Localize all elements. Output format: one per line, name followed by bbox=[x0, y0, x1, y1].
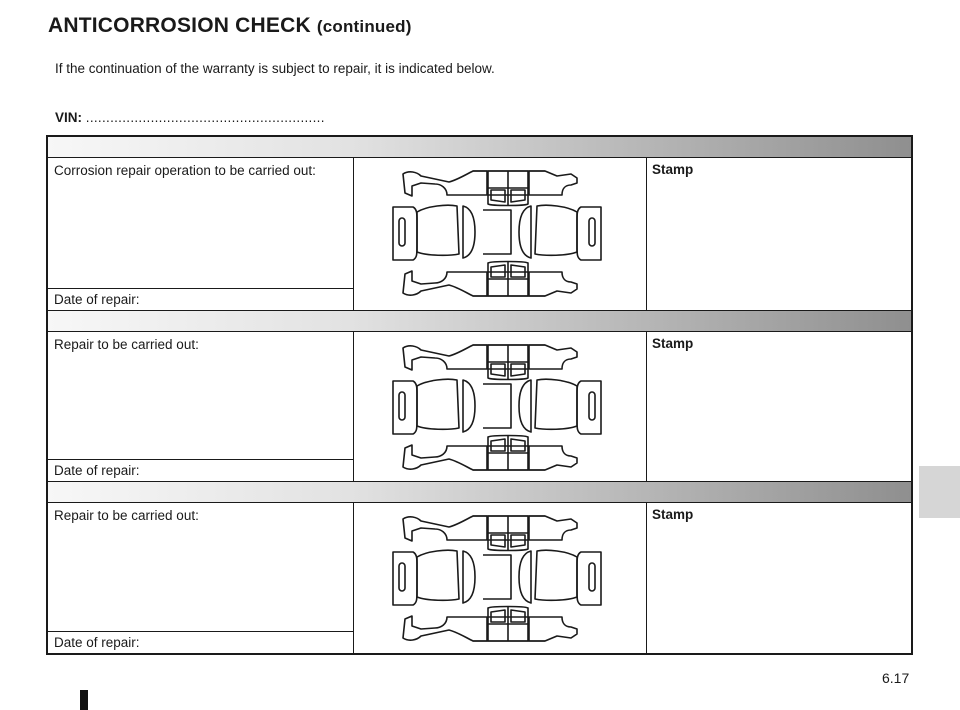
repair-details bbox=[48, 158, 354, 310]
stamp-label: Stamp bbox=[652, 507, 694, 522]
page-title bbox=[48, 14, 412, 38]
vin-line bbox=[55, 110, 325, 125]
repair-details bbox=[48, 503, 354, 653]
car-body-diagram-icon bbox=[391, 511, 606, 646]
stamp-label: Stamp bbox=[652, 336, 694, 351]
date-of-repair-label: Date of repair: bbox=[48, 631, 353, 653]
operation-label: Repair to be carried out: bbox=[54, 337, 199, 352]
vin-label: VIN: bbox=[55, 110, 82, 125]
repair-details bbox=[48, 332, 354, 481]
operation-label: Repair to be carried out: bbox=[54, 508, 199, 523]
title-suffix: (continued) bbox=[316, 17, 412, 36]
operation-label: Corrosion repair operation to be carried out: bbox=[54, 163, 316, 178]
chapter-tab bbox=[919, 466, 960, 518]
section-header-bar bbox=[48, 482, 911, 503]
stamp-label: Stamp bbox=[652, 162, 694, 177]
car-diagram-cell bbox=[354, 158, 647, 310]
car-body-diagram-icon bbox=[391, 166, 606, 301]
repair-section-2 bbox=[48, 332, 911, 482]
repair-section-3 bbox=[48, 503, 911, 653]
page-number: 6.17 bbox=[882, 670, 910, 686]
title-main: ANTICORROSION CHECK bbox=[48, 14, 311, 37]
repair-section-1 bbox=[48, 158, 911, 311]
date-of-repair-label: Date of repair: bbox=[48, 288, 353, 310]
car-diagram-cell bbox=[354, 332, 647, 481]
date-of-repair-label: Date of repair: bbox=[48, 459, 353, 481]
car-diagram-cell bbox=[354, 503, 647, 653]
intro-text: If the continuation of the warranty is subject to repair, it is indicated below. bbox=[55, 61, 495, 76]
section-header-bar bbox=[48, 311, 911, 332]
repair-form-table bbox=[46, 135, 913, 655]
corner-mark bbox=[80, 690, 88, 710]
vin-dots: ........................................................... bbox=[85, 110, 325, 125]
car-body-diagram-icon bbox=[391, 340, 606, 475]
section-header-bar bbox=[48, 137, 911, 158]
